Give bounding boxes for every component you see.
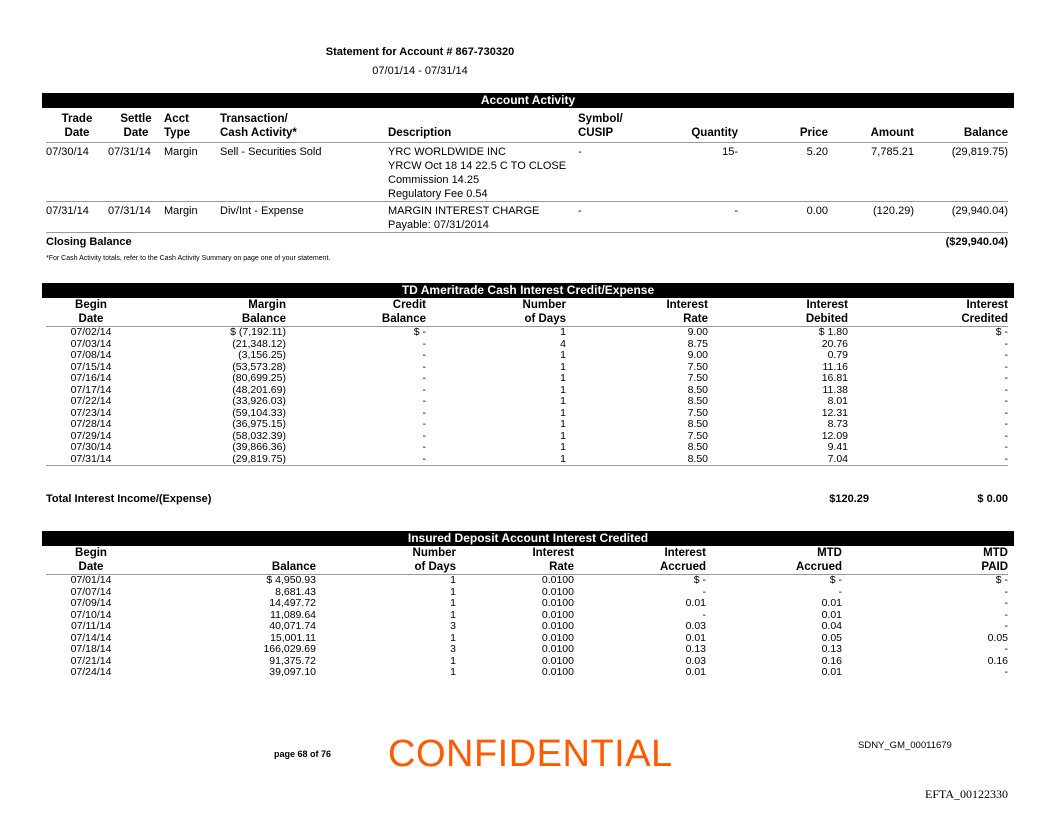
table-row: 07/31/14 07/31/14 Margin Div/Int - Expense MARGIN INTEREST CHARGE Payable: 07/31/2014 - - 0.00 (120.29) (29,940.04) (46, 202, 1008, 233)
table-cell: 9.00 (687, 326, 708, 338)
table-cell: 0.01 (821, 666, 842, 678)
table-cell: 07/01/14 (70, 574, 112, 586)
closing-balance-label: Closing Balance (46, 236, 132, 248)
table-row (46, 396, 1008, 408)
table-cell: 0.01 (685, 631, 706, 644)
col-quantity: Quantity (691, 127, 738, 139)
table-row (46, 339, 1008, 351)
table-cell: 1 (426, 454, 566, 466)
table-cell: $ - (413, 326, 426, 338)
table-cell: 7.50 (687, 360, 708, 373)
table-cell: - (422, 337, 426, 350)
table-cell: $ - (995, 574, 1008, 586)
col-acct-type: Acct Type (164, 113, 190, 139)
table-cell: 07/18/14 (70, 643, 112, 655)
table-cell: - (1004, 383, 1008, 396)
table-cell: - (1004, 406, 1008, 419)
table-cell: 1 (560, 406, 566, 419)
table-cell: 0.13 (685, 643, 706, 655)
table-cell: $ - (995, 326, 1008, 338)
table-cell: - (1004, 337, 1008, 350)
interest-bar: TD Ameritrade Cash Interest Credit/Expense (42, 283, 1014, 298)
table-cell: 1 (450, 597, 456, 609)
table-cell: 0.0100 (541, 666, 574, 678)
table-cell: 7.50 (687, 372, 708, 384)
table-cell: - (286, 454, 426, 466)
table-cell: 07/31/14 (46, 454, 136, 466)
table-cell: - (422, 383, 426, 396)
table-cell: 0.13 (821, 643, 842, 655)
col-balance: Balance (963, 127, 1008, 139)
table-cell: $ - (829, 574, 842, 586)
table-row (46, 621, 1008, 633)
table-cell: - (1004, 441, 1008, 453)
table-cell: - (1004, 372, 1008, 384)
table-cell: 0.0100 (541, 608, 574, 621)
table-cell: - (422, 441, 426, 453)
table-cell: 1 (560, 418, 566, 430)
table-cell: 1 (450, 666, 456, 678)
table-cell: 07/07/14 (70, 585, 112, 598)
total-interest-label: Total Interest Income/(Expense) (46, 493, 212, 505)
table-cell: 1 (560, 326, 566, 338)
table-cell: - (1004, 395, 1008, 407)
ins-col-balance-2: Balance (136, 560, 316, 575)
table-cell: - (848, 454, 1008, 466)
table-row (46, 350, 1008, 362)
table-cell: (80,699.25) (232, 372, 286, 384)
table-cell: 40,071.74 (269, 620, 316, 632)
table-cell: - (838, 585, 842, 598)
table-cell: - (1004, 643, 1008, 655)
table-cell: - (1004, 666, 1008, 678)
table-cell: 1 (560, 429, 566, 442)
table-row (46, 633, 1008, 645)
table-cell: $ 1.80 (818, 326, 848, 338)
statement-period: 07/01/14 - 07/31/14 (372, 65, 468, 77)
int-col-rate-1: Interest (666, 299, 708, 311)
table-cell: 8.75 (687, 337, 708, 350)
table-row (46, 362, 1008, 374)
table-cell: - (422, 395, 426, 407)
table-cell: - (422, 418, 426, 430)
table-cell: 8.01 (827, 395, 848, 407)
table-cell: 07/15/14 (70, 360, 112, 373)
table-row (46, 656, 1008, 668)
table-cell: 0.01 (821, 597, 842, 609)
ins-col-days-1: Number (412, 547, 456, 559)
table-cell: 11.38 (822, 383, 848, 396)
table-cell: 1 (450, 585, 456, 598)
ins-col-begin-2: Date (46, 560, 136, 575)
table-cell: 0.16 (987, 654, 1008, 667)
ins-col-rate-1: Interest (532, 547, 574, 559)
table-cell: 39,097.10 (269, 666, 316, 678)
table-cell: 07/30/14 (70, 441, 112, 453)
table-cell: 0.0100 (541, 643, 574, 655)
table-cell: 1 (560, 441, 566, 453)
table-cell: (48,201.69) (232, 383, 286, 396)
table-cell: 8.50 (566, 454, 708, 466)
int-col-rate-2: Rate (566, 312, 708, 327)
table-cell: - (1004, 429, 1008, 442)
account-activity-table (46, 112, 1008, 233)
confidential-stamp: CONFIDENTIAL (388, 733, 673, 775)
int-col-margin-1: Margin (248, 299, 286, 311)
table-cell: - (1004, 360, 1008, 373)
table-cell: 8.50 (687, 418, 708, 430)
ins-col-rate-2: Rate (456, 560, 574, 575)
table-cell: 11.16 (822, 360, 848, 373)
ins-col-accrued-2: Accrued (574, 560, 706, 575)
total-interest-credited: $ 0.00 (977, 493, 1008, 505)
table-cell: 0.04 (821, 620, 842, 632)
table-cell: 20.76 (821, 337, 848, 350)
table-cell: - (1004, 349, 1008, 361)
table-cell: 07/14/14 (70, 631, 112, 644)
statement-title: Statement for Account # 867-730320 (325, 46, 515, 58)
table-cell: 07/21/14 (70, 654, 112, 667)
row-description: YRC WORLDWIDE INC YRCW Oct 18 14 22.5 C TO CLOSE Commission 14.25 Regulatory Fee 0.54 (388, 143, 578, 202)
table-cell: 0.01 (821, 608, 842, 621)
table-cell: - (422, 406, 426, 419)
table-cell: 8.50 (687, 383, 708, 396)
ins-col-days-2: of Days (316, 560, 456, 575)
total-interest-debited: $120.29 (829, 493, 869, 505)
table-row (46, 373, 1008, 385)
table-cell: (58,032.39) (232, 429, 286, 442)
bates-number: SDNY_GM_00011679 (858, 740, 952, 751)
table-cell: 07/22/14 (70, 395, 112, 407)
col-settle-date: Settle Date (120, 113, 152, 139)
table-cell: 0.16 (821, 654, 842, 667)
table-cell: - (422, 349, 426, 361)
table-cell: 3 (450, 620, 456, 632)
table-cell: 166,029.69 (263, 643, 316, 655)
closing-balance-value: ($29,940.04) (945, 236, 1008, 248)
table-cell: - (1004, 597, 1008, 609)
table-row (46, 419, 1008, 431)
table-cell: 07/10/14 (70, 608, 112, 621)
table-cell: 0.0100 (541, 654, 574, 667)
table-row (46, 644, 1008, 656)
table-cell: 8.50 (687, 441, 708, 453)
account-activity-bar: Account Activity (42, 93, 1014, 108)
ins-col-begin-1: Begin (75, 547, 107, 559)
table-cell: 8.50 (687, 395, 708, 407)
table-cell: 07/17/14 (70, 383, 112, 396)
table-cell: 7.50 (687, 429, 708, 442)
table-row (46, 454, 1008, 466)
table-cell: 0.0100 (541, 574, 574, 586)
interest-table (46, 298, 1008, 466)
table-cell: 07/28/14 (70, 418, 112, 430)
table-cell: 1 (450, 608, 456, 621)
table-cell: 8,681.43 (275, 585, 316, 598)
table-cell: 0.01 (685, 666, 706, 678)
table-cell: 8.73 (827, 418, 848, 430)
ins-col-mtd-paid-2: PAID (842, 560, 1008, 575)
insured-bar: Insured Deposit Account Interest Credited (42, 531, 1014, 546)
table-row (46, 587, 1008, 599)
table-cell: - (1004, 608, 1008, 621)
table-cell: 0.0100 (541, 631, 574, 644)
table-cell: 91,375.72 (269, 654, 316, 667)
col-trade-date: Trade Date (61, 113, 93, 139)
table-cell: 1 (450, 654, 456, 667)
table-cell: 0.05 (821, 631, 842, 644)
table-cell: (36,975.15) (232, 418, 286, 430)
table-cell: 1 (560, 383, 566, 396)
table-cell: 07/23/14 (70, 406, 112, 419)
table-cell: - (702, 608, 706, 621)
table-cell: 3 (450, 643, 456, 655)
table-cell: 1 (560, 372, 566, 384)
table-cell: - (422, 429, 426, 442)
table-row: 07/30/14 07/31/14 Margin Sell - Securities Sold YRC WORLDWIDE INC YRCW Oct 18 14 22.5 C TO CLOSE Commission 14.25 Regulatory Fee 0.54 - 15- 5.20 7,785.21 (29,819.75) (46, 143, 1008, 202)
table-cell: - (702, 585, 706, 598)
row-description: MARGIN INTEREST CHARGE Payable: 07/31/2014 (388, 202, 578, 233)
table-cell: 1 (560, 349, 566, 361)
table-cell: (39,866.36) (232, 441, 286, 453)
int-col-begin-date-2: Date (46, 312, 136, 327)
int-col-days-1: Number (522, 299, 566, 311)
table-cell: 7.04 (708, 454, 848, 466)
table-cell: 7.50 (687, 406, 708, 419)
table-cell: 1 (450, 574, 456, 586)
table-cell: (33,926.03) (232, 395, 286, 407)
table-cell: 07/29/14 (70, 429, 112, 442)
table-cell: $ (7,192.11) (230, 326, 286, 338)
int-col-days-2: of Days (426, 312, 566, 327)
table-cell: 0.01 (685, 597, 706, 609)
table-cell: 0.0100 (541, 585, 574, 598)
table-cell: 14,497.72 (269, 597, 316, 609)
table-row (46, 431, 1008, 443)
table-cell: 0.0100 (541, 620, 574, 632)
table-cell: $ - (693, 574, 706, 586)
ins-col-balance-1 (136, 546, 316, 560)
table-cell: 07/09/14 (70, 597, 112, 609)
table-cell: 07/16/14 (70, 372, 112, 384)
table-row (46, 610, 1008, 622)
int-col-debited-2: Debited (708, 312, 848, 327)
int-col-begin-date-1: Begin (75, 299, 107, 311)
table-cell: 1 (560, 360, 566, 373)
table-row (46, 598, 1008, 610)
col-transaction: Transaction/ Cash Activity* (220, 113, 297, 139)
table-cell: 0.05 (987, 631, 1008, 644)
int-col-margin-2: Balance (136, 312, 286, 327)
efta-number: EFTA_00122330 (925, 787, 1009, 801)
table-cell: 16.81 (821, 372, 848, 384)
table-cell: $ 4,950.93 (266, 574, 316, 586)
table-cell: - (1004, 620, 1008, 632)
table-cell: - (1004, 418, 1008, 430)
ins-col-mtd-paid-1: MTD (983, 547, 1008, 559)
table-row (46, 667, 1008, 679)
table-cell: 12.31 (821, 406, 848, 419)
table-row (46, 442, 1008, 454)
insured-table (46, 546, 1008, 679)
footnote: *For Cash Activity totals, refer to the Cash Activity Summary on page one of your statement. (46, 255, 331, 262)
int-col-debited-1: Interest (806, 299, 848, 311)
col-amount: Amount (870, 127, 914, 139)
table-cell: (53,573.28) (232, 360, 286, 373)
int-col-credit-1: Credit (392, 299, 426, 311)
table-cell: 07/08/14 (70, 349, 112, 361)
table-cell: 07/11/14 (70, 620, 112, 632)
table-cell: (29,819.75) (136, 454, 286, 466)
col-price: Price (799, 127, 828, 139)
table-row (46, 385, 1008, 397)
table-cell: 15,001.11 (270, 631, 316, 644)
table-row (46, 408, 1008, 420)
ins-col-mtd-accrued-1: MTD (817, 547, 842, 559)
ins-col-accrued-1: Interest (664, 547, 706, 559)
table-cell: - (422, 372, 426, 384)
int-col-credit-2: Balance (286, 312, 426, 327)
table-cell: 0.03 (685, 620, 706, 632)
table-cell: 9.41 (827, 441, 848, 453)
table-cell: 0.79 (827, 349, 848, 361)
table-row (46, 575, 1008, 587)
table-cell: - (422, 360, 426, 373)
table-cell: 0.03 (685, 654, 706, 667)
table-cell: 9.00 (687, 349, 708, 361)
table-cell: (21,348.12) (232, 337, 286, 350)
table-cell: 1 (450, 631, 456, 644)
col-symbol: Symbol/ CUSIP (578, 113, 623, 139)
int-col-credited-1: Interest (966, 299, 1008, 311)
table-cell: (3,156.25) (238, 349, 286, 361)
page-number: page 68 of 76 (274, 749, 332, 759)
table-cell: - (1004, 585, 1008, 598)
table-cell: 07/03/14 (70, 337, 112, 350)
table-cell: 07/02/14 (70, 326, 112, 338)
int-col-credited-2: Credited (848, 312, 1008, 327)
table-cell: 1 (560, 395, 566, 407)
table-cell: 0.0100 (541, 597, 574, 609)
table-row (46, 327, 1008, 339)
table-cell: (59,104.33) (232, 406, 286, 419)
table-cell: 4 (560, 337, 566, 350)
table-cell: 11,089.64 (270, 608, 316, 621)
table-cell: 12.09 (821, 429, 848, 442)
ins-col-mtd-accrued-2: Accrued (706, 560, 842, 575)
table-cell: 07/24/14 (70, 666, 112, 678)
col-description: Description (388, 127, 452, 139)
